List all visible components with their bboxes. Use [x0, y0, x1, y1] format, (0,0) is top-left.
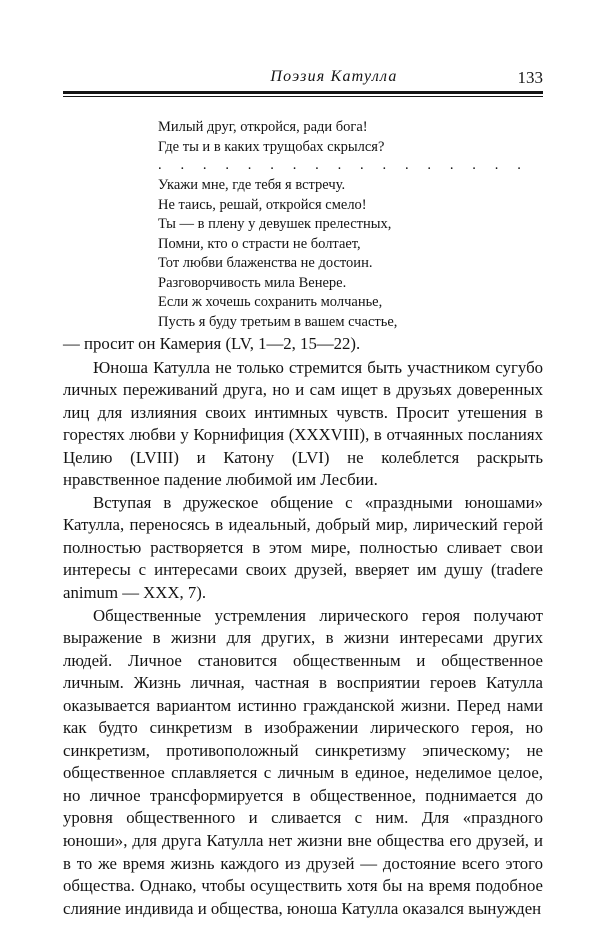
paragraph: Общественные устремления лирического героя получают выражение в жизни для других, в жизни интересами других людей. Личное становится общественным и общественное личным. Жизнь личная, частная в восприятии героев Катулла оказывается вариантом истинно гражданской жизни. Перед нами как будто синкретизм в изображении лирического героя, но синкретизм, противоположный синкретизму эпическому; не общественное сплавляется с личным в единое, неделимое целое, но личное трансформируется в общественное, поднимается до уровня общественного и сливается с ним. Для «праздного юноши», для друга Катулла нет жизни вне общества его друзей, и в то же время жизнь каждого из друзей — достояние всего этого общества. Однако, чтобы осуществить хотя бы на время подобное слияние индивида и общества, юноша Катулла оказался вынужден — [63, 605, 543, 918]
paragraph: Вступая в дружеское общение с «праздными юношами» Катулла, переносясь в идеальный, добрый мир, лирический герой полностью растворяется в этом мире, полностью сливает свои интересы с интересами своих друзей, вверяет им душу (tradere animum — XXX, 7). — [63, 492, 543, 603]
body-text — [63, 333, 543, 920]
page-number: 133 — [517, 68, 543, 87]
poem-ellipsis: . . . . . . . . . . . . . . . . . — [158, 157, 529, 173]
poem-line: Укажи мне, где тебя я встречу. — [158, 177, 346, 193]
paragraph: Юноша Катулла не только стремится быть участником сугубо личных переживаний друга, но и сам ищет в друзьях доверенных лиц для излияния своих интимных чувств. Просит утешения в горестях любви у Корнифиция (XXXVIII), в отчаянных посланиях Целию (LVIII) и Катону (LVI) не колеблется раскрыть нравственное падение любимой им Лесбии. — [63, 357, 543, 490]
header-rule-thin — [63, 96, 543, 97]
poem-line: Помни, кто о страсти не болтает, — [158, 235, 361, 252]
poem-line: Разговорчивость мила Венере. — [158, 274, 347, 291]
running-title: Поэзия Катулла — [270, 68, 398, 85]
poem-quote — [158, 118, 529, 332]
page-header — [63, 68, 543, 90]
poem-line: Тот любви блаженства не достоин. — [158, 255, 373, 271]
poem-line: Где ты и в каких трущобах скрылся? — [158, 138, 385, 155]
poem-line: Ты — в плену у девушек прелестных, — [158, 216, 392, 232]
header-rule-thick — [63, 91, 543, 94]
poem-line: Пусть я буду третьим в вашем счастье, — [158, 313, 398, 330]
poem-line: Милый друг, откройся, ради бога! — [158, 119, 368, 135]
poem-line: Не таись, решай, откройся смело! — [158, 196, 367, 213]
poem-line: Если ж хочешь сохранить молчанье, — [158, 294, 383, 310]
paragraph-attribution: — просит он Камерия (LV, 1—2, 15—22). — [63, 334, 361, 353]
